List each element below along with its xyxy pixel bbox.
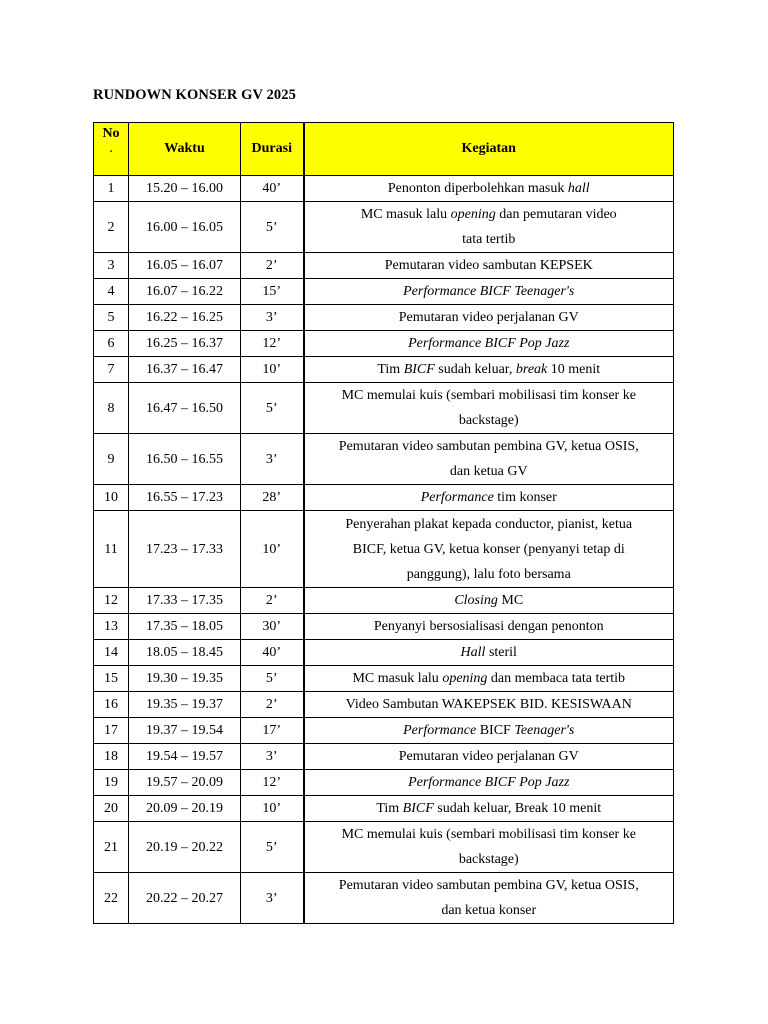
cell-waktu: 19.54 – 19.57 <box>129 744 241 770</box>
cell-kegiatan <box>304 511 674 588</box>
cell-no: 7 <box>94 357 129 383</box>
cell-durasi: 2’ <box>241 692 304 718</box>
kegiatan-line <box>313 279 666 304</box>
kegiatan-text-italic: Performance <box>403 723 477 738</box>
cell-waktu: 19.35 – 19.37 <box>129 692 241 718</box>
kegiatan-text: Tim <box>376 801 403 816</box>
cell-durasi: 3’ <box>241 744 304 770</box>
table-row <box>94 588 674 614</box>
cell-kegiatan <box>304 796 674 822</box>
table-row <box>94 331 674 357</box>
cell-durasi: 30’ <box>241 614 304 640</box>
cell-kegiatan <box>304 253 674 279</box>
kegiatan-text: MC memulai kuis (sembari mobilisasi tim konser ke <box>341 827 636 842</box>
cell-kegiatan <box>304 176 674 202</box>
cell-no: 8 <box>94 383 129 434</box>
cell-waktu: 18.05 – 18.45 <box>129 640 241 666</box>
cell-waktu: 19.37 – 19.54 <box>129 718 241 744</box>
cell-durasi: 5’ <box>241 383 304 434</box>
cell-durasi: 10’ <box>241 357 304 383</box>
table-row <box>94 511 674 588</box>
kegiatan-text: steril <box>485 645 517 660</box>
cell-no: 12 <box>94 588 129 614</box>
kegiatan-text-italic: Hall <box>460 645 486 660</box>
rundown-table <box>93 122 674 924</box>
cell-durasi: 12’ <box>241 331 304 357</box>
header-no-label: No <box>102 126 120 141</box>
table-row <box>94 640 674 666</box>
cell-waktu: 17.33 – 17.35 <box>129 588 241 614</box>
cell-kegiatan <box>304 692 674 718</box>
table-row <box>94 485 674 511</box>
cell-waktu: 16.47 – 16.50 <box>129 383 241 434</box>
kegiatan-line <box>313 796 666 821</box>
cell-waktu: 16.37 – 16.47 <box>129 357 241 383</box>
cell-no: 4 <box>94 279 129 305</box>
table-row <box>94 718 674 744</box>
cell-no: 5 <box>94 305 129 331</box>
kegiatan-line <box>313 822 666 847</box>
kegiatan-text: Video Sambutan WAKEPSEK BID. KESISWAAN <box>345 697 632 712</box>
kegiatan-text: Pemutaran video perjalanan GV <box>398 749 579 764</box>
kegiatan-text: panggung), lalu foto bersama <box>406 566 571 582</box>
header-kegiatan: Kegiatan <box>304 123 674 176</box>
kegiatan-text-italic: BICF <box>403 362 435 377</box>
cell-durasi: 28’ <box>241 485 304 511</box>
kegiatan-text: MC <box>497 593 524 608</box>
kegiatan-line <box>313 718 666 743</box>
table-row <box>94 202 674 253</box>
kegiatan-text: Tim <box>377 362 404 377</box>
cell-kegiatan <box>304 614 674 640</box>
kegiatan-line <box>313 434 666 459</box>
kegiatan-text: dan ketua GV <box>449 464 528 479</box>
table-row <box>94 279 674 305</box>
kegiatan-line <box>313 847 666 872</box>
cell-durasi: 40’ <box>241 640 304 666</box>
cell-durasi: 3’ <box>241 305 304 331</box>
kegiatan-line <box>313 562 666 587</box>
cell-durasi: 5’ <box>241 202 304 253</box>
table-body <box>94 176 674 924</box>
kegiatan-line <box>313 537 666 562</box>
cell-durasi: 5’ <box>241 822 304 873</box>
cell-no: 18 <box>94 744 129 770</box>
kegiatan-text-italic: Performance BICF Pop Jazz <box>408 336 570 351</box>
kegiatan-text-italic: Closing <box>454 593 498 608</box>
kegiatan-text-italic: Performance BICF Pop Jazz <box>408 775 570 790</box>
cell-kegiatan <box>304 357 674 383</box>
cell-no: 3 <box>94 253 129 279</box>
cell-kegiatan <box>304 873 674 924</box>
cell-kegiatan <box>304 485 674 511</box>
table-row <box>94 744 674 770</box>
kegiatan-line <box>313 459 666 484</box>
kegiatan-text: 10 menit <box>547 362 601 377</box>
cell-durasi: 17’ <box>241 718 304 744</box>
cell-no: 20 <box>94 796 129 822</box>
cell-no: 6 <box>94 331 129 357</box>
kegiatan-text: BICF, ketua GV, ketua konser (penyanyi tetap di <box>352 541 625 557</box>
kegiatan-text: sudah keluar, <box>434 362 516 377</box>
cell-waktu: 20.22 – 20.27 <box>129 873 241 924</box>
cell-no: 2 <box>94 202 129 253</box>
table-row <box>94 770 674 796</box>
kegiatan-text: backstage) <box>458 413 519 428</box>
kegiatan-line <box>313 253 666 278</box>
kegiatan-text-italic: break <box>515 362 548 377</box>
kegiatan-line <box>313 588 666 613</box>
kegiatan-line <box>313 614 666 639</box>
header-durasi: Durasi <box>241 123 304 176</box>
cell-no: 16 <box>94 692 129 718</box>
table-row <box>94 383 674 434</box>
kegiatan-text: Pemutaran video sambutan pembina GV, ketua OSIS, <box>338 878 639 893</box>
cell-kegiatan <box>304 305 674 331</box>
cell-kegiatan <box>304 383 674 434</box>
cell-kegiatan <box>304 331 674 357</box>
table-row <box>94 176 674 202</box>
cell-durasi: 10’ <box>241 511 304 588</box>
kegiatan-text: Penonton diperbolehkan masuk <box>387 181 568 196</box>
cell-kegiatan <box>304 202 674 253</box>
header-no-dot: . <box>109 144 113 155</box>
kegiatan-line <box>313 512 666 537</box>
kegiatan-text: dan ketua konser <box>441 903 537 918</box>
kegiatan-text: dan membaca tata tertib <box>487 671 626 686</box>
kegiatan-text: Penyerahan plakat kepada conductor, pianist, ketua <box>345 516 633 532</box>
cell-no: 17 <box>94 718 129 744</box>
table-row <box>94 253 674 279</box>
kegiatan-line <box>313 692 666 717</box>
kegiatan-text-italic: hall <box>567 181 590 196</box>
cell-waktu: 19.57 – 20.09 <box>129 770 241 796</box>
cell-no: 14 <box>94 640 129 666</box>
table-row <box>94 434 674 485</box>
cell-durasi: 10’ <box>241 796 304 822</box>
kegiatan-line <box>313 744 666 769</box>
cell-kegiatan <box>304 770 674 796</box>
kegiatan-line <box>313 640 666 665</box>
cell-durasi: 3’ <box>241 434 304 485</box>
cell-waktu: 16.25 – 16.37 <box>129 331 241 357</box>
kegiatan-text: MC masuk lalu <box>360 207 451 222</box>
kegiatan-line <box>313 227 666 252</box>
kegiatan-line <box>313 383 666 408</box>
kegiatan-line <box>313 408 666 433</box>
header-waktu: Waktu <box>129 123 241 176</box>
kegiatan-line <box>313 666 666 691</box>
table-row <box>94 305 674 331</box>
table-row <box>94 822 674 873</box>
kegiatan-line <box>313 176 666 201</box>
cell-no: 1 <box>94 176 129 202</box>
table-row <box>94 357 674 383</box>
cell-waktu: 19.30 – 19.35 <box>129 666 241 692</box>
kegiatan-text: Penyanyi bersosialisasi dengan penonton <box>373 619 604 634</box>
kegiatan-line <box>313 485 666 510</box>
cell-no: 10 <box>94 485 129 511</box>
cell-waktu: 16.55 – 17.23 <box>129 485 241 511</box>
table-row <box>94 614 674 640</box>
table-row <box>94 873 674 924</box>
kegiatan-text: MC memulai kuis (sembari mobilisasi tim konser ke <box>341 388 636 403</box>
cell-kegiatan <box>304 434 674 485</box>
cell-waktu: 16.50 – 16.55 <box>129 434 241 485</box>
kegiatan-text-italic: opening <box>450 207 496 222</box>
kegiatan-line <box>313 305 666 330</box>
kegiatan-text: Pemutaran video perjalanan GV <box>398 310 579 325</box>
document-title: RUNDOWN KONSER GV 2025 <box>93 87 296 103</box>
cell-kegiatan <box>304 640 674 666</box>
cell-durasi: 3’ <box>241 873 304 924</box>
kegiatan-text: backstage) <box>458 852 519 867</box>
kegiatan-text-italic: Performance <box>420 490 494 505</box>
cell-waktu: 17.23 – 17.33 <box>129 511 241 588</box>
table-row <box>94 796 674 822</box>
kegiatan-line <box>313 202 666 227</box>
kegiatan-text: tata tertib <box>462 232 516 247</box>
table-header <box>94 123 674 176</box>
kegiatan-text-italic: Teenager's <box>514 723 575 738</box>
kegiatan-text: Pemutaran video sambutan KEPSEK <box>384 258 593 273</box>
kegiatan-line <box>313 331 666 356</box>
cell-durasi: 15’ <box>241 279 304 305</box>
table-row <box>94 666 674 692</box>
cell-durasi: 40’ <box>241 176 304 202</box>
cell-waktu: 20.09 – 20.19 <box>129 796 241 822</box>
cell-no: 9 <box>94 434 129 485</box>
kegiatan-text: tim konser <box>493 490 557 505</box>
cell-durasi: 5’ <box>241 666 304 692</box>
table-row <box>94 692 674 718</box>
kegiatan-line <box>313 873 666 898</box>
cell-kegiatan <box>304 279 674 305</box>
cell-waktu: 16.07 – 16.22 <box>129 279 241 305</box>
cell-durasi: 2’ <box>241 588 304 614</box>
kegiatan-line <box>313 898 666 923</box>
cell-no: 21 <box>94 822 129 873</box>
cell-no: 22 <box>94 873 129 924</box>
cell-waktu: 16.00 – 16.05 <box>129 202 241 253</box>
cell-kegiatan <box>304 822 674 873</box>
kegiatan-text-italic: BICF <box>402 801 434 816</box>
cell-kegiatan <box>304 718 674 744</box>
cell-no: 15 <box>94 666 129 692</box>
kegiatan-text: dan pemutaran video <box>495 207 617 222</box>
kegiatan-text-italic: Performance BICF Teenager's <box>403 284 575 299</box>
cell-no: 13 <box>94 614 129 640</box>
cell-waktu: 16.22 – 16.25 <box>129 305 241 331</box>
kegiatan-line <box>313 357 666 382</box>
cell-kegiatan <box>304 744 674 770</box>
kegiatan-text: BICF <box>476 723 515 738</box>
cell-durasi: 2’ <box>241 253 304 279</box>
cell-waktu: 17.35 – 18.05 <box>129 614 241 640</box>
header-row <box>94 123 674 176</box>
kegiatan-text-italic: opening <box>442 671 488 686</box>
cell-waktu: 16.05 – 16.07 <box>129 253 241 279</box>
cell-kegiatan <box>304 588 674 614</box>
cell-waktu: 15.20 – 16.00 <box>129 176 241 202</box>
cell-no: 11 <box>94 511 129 588</box>
cell-waktu: 20.19 – 20.22 <box>129 822 241 873</box>
kegiatan-text: Pemutaran video sambutan pembina GV, ketua OSIS, <box>338 439 639 454</box>
kegiatan-text: sudah keluar, Break 10 menit <box>433 801 602 816</box>
cell-kegiatan <box>304 666 674 692</box>
cell-no: 19 <box>94 770 129 796</box>
kegiatan-line <box>313 770 666 795</box>
kegiatan-text: MC masuk lalu <box>352 671 443 686</box>
cell-durasi: 12’ <box>241 770 304 796</box>
header-no <box>94 123 129 176</box>
